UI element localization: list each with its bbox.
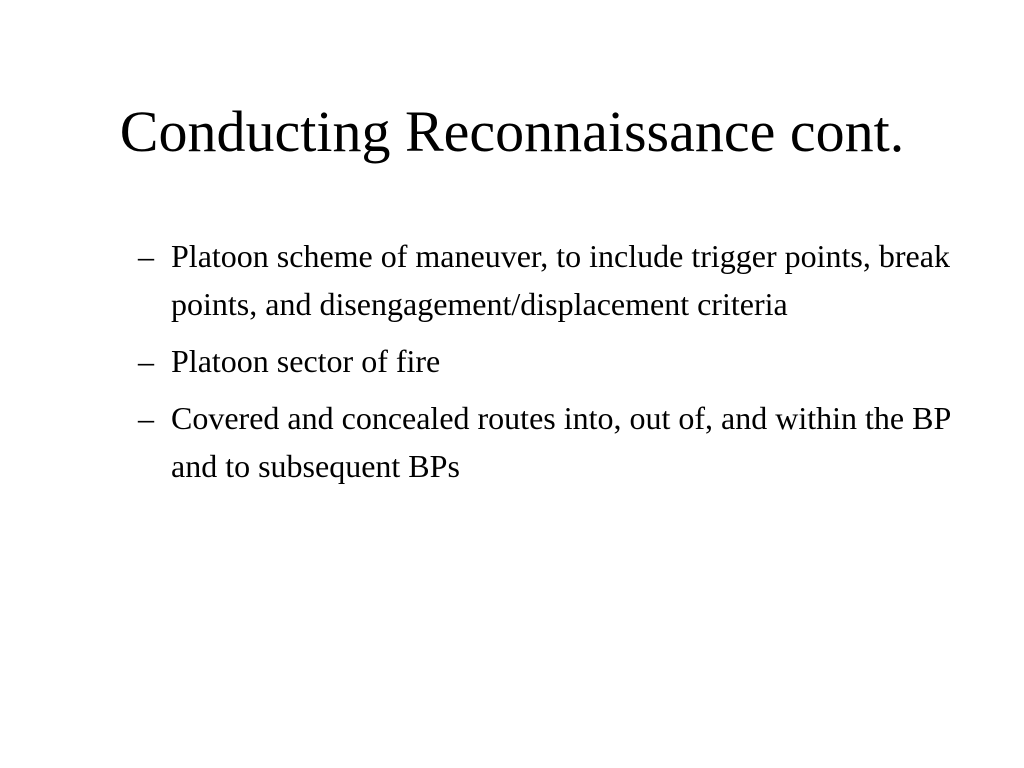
bullet-text: Platoon sector of fire bbox=[171, 343, 441, 379]
dash-marker-icon: – bbox=[138, 238, 154, 274]
dash-marker-icon: – bbox=[138, 343, 154, 379]
bullet-item-1 bbox=[138, 232, 958, 328]
slide-title: Conducting Reconnaissance cont. bbox=[119, 99, 905, 164]
bullet-item-2 bbox=[138, 337, 958, 385]
bullet-text: Covered and concealed routes into, out of, and within the BP and to subsequent BPs bbox=[171, 400, 951, 484]
bullet-text: Platoon scheme of maneuver, to include trigger points, break points, and disengagement/displacement criteria bbox=[171, 238, 950, 322]
dash-marker-icon: – bbox=[138, 400, 154, 436]
bullet-item-3 bbox=[138, 394, 958, 490]
bullet-list bbox=[138, 232, 958, 499]
